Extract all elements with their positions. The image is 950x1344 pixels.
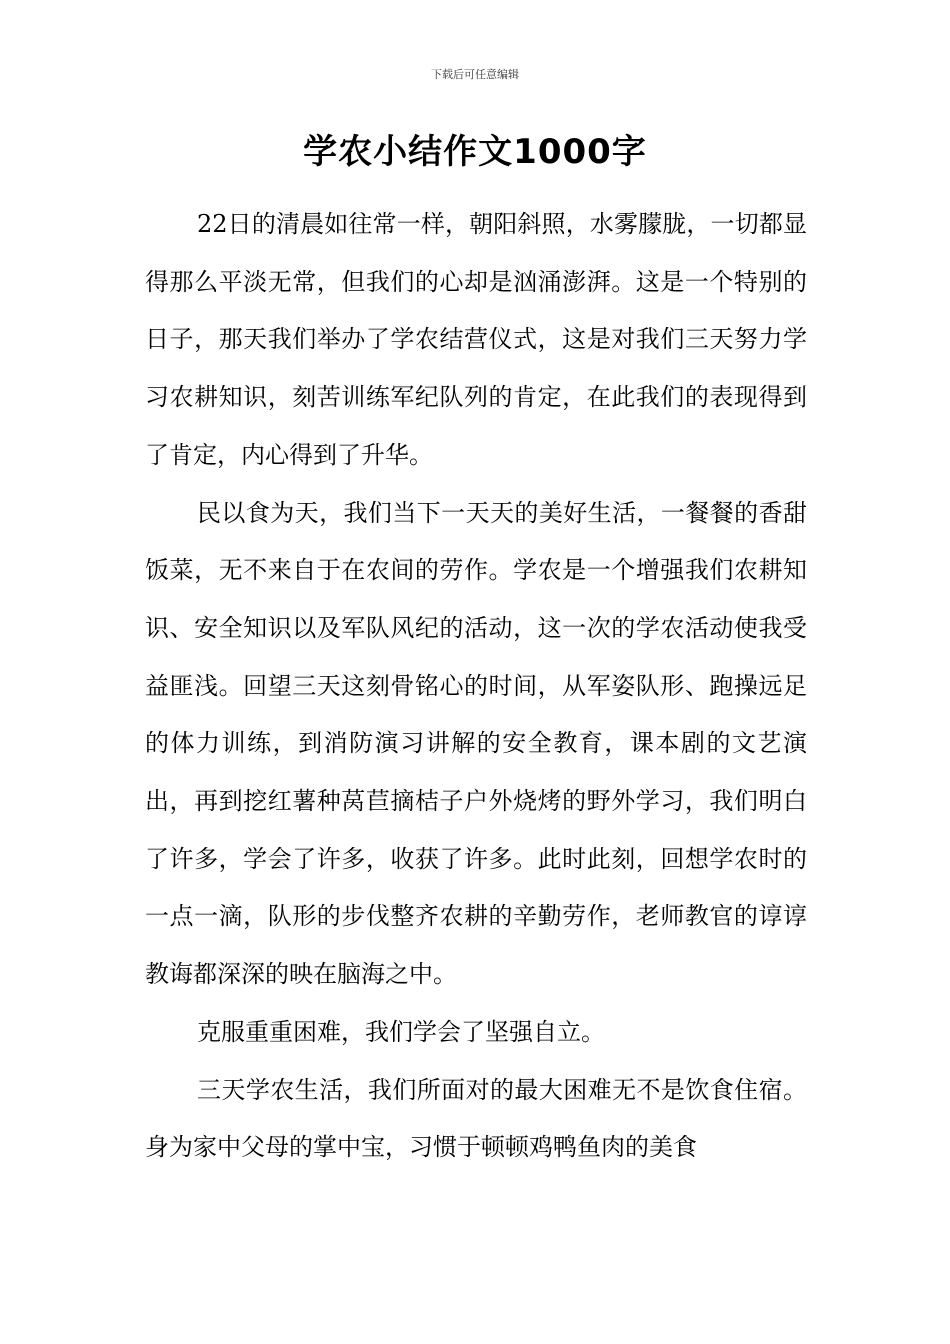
document-title: 学农小结作文1000字 [303,132,647,172]
text-line: 民以食为天，我们当下一天天的美好生活，一餐餐的 [197,498,759,527]
text-line: 们三天努力学习农耕知识，刻苦训练军纪队列的肯定，在 [145,325,808,412]
text-line: 22日的清晨如往常一样，朝阳斜照，水雾朦胧，一切 [197,210,759,238]
text-line: 香甜饭菜，无不来自于在农间的劳作。学农是一个增强我 [145,498,808,585]
text-line: 克服重重困难，我们学会了坚强自立。 [197,1017,605,1046]
text-line: 农活动使我受益匪浅。回望三天这刻骨铭心的时间，从军 [145,613,808,700]
text-line: 之中。 [385,960,457,989]
text-line: 农耕的辛勤劳作，老师教官的谆谆教诲都深深的映在脑海 [145,902,808,989]
text-line: 个特别的日子，那天我们举办了学农结营仪式，这是对我 [145,267,808,354]
text-line: 此我们的表现得到了肯定，内心得到了升华。 [145,383,808,469]
paragraph-1 [145,196,807,485]
text-line: 都显得那么平淡无常，但我们的心却是汹涌澎湃。这是一 [145,210,808,296]
paragraph-3 [145,1004,807,1062]
text-line: 姿队形、跑操远足的体力训练，到消防演习讲解的安全教 [145,671,808,758]
text-line: 烤的野外学习，我们明白了许多，学会了许多，收获了许 [145,787,808,873]
page-header-note: 下载后可任意编辑 [431,68,519,81]
text-line: 宿。身为家中父母的掌中宝，习惯于顿顿鸡鸭鱼肉的美食 [145,1075,808,1162]
text-line: 多。此时此刻，回想学农时的一点一滴，队形的步伐整齐 [145,844,808,931]
text-line: 们农耕知识、安全知识以及军队风纪的活动，这一次的学 [145,556,808,642]
paragraph-2 [145,485,807,1004]
text-line: 三天学农生活，我们所面对的最大困难无不是饮食住 [197,1075,759,1104]
document-body [145,196,807,1177]
text-line: 育，课本剧的文艺演出，再到挖红薯种莴苣摘桔子户外烧 [145,729,808,816]
paragraph-4 [145,1062,807,1177]
